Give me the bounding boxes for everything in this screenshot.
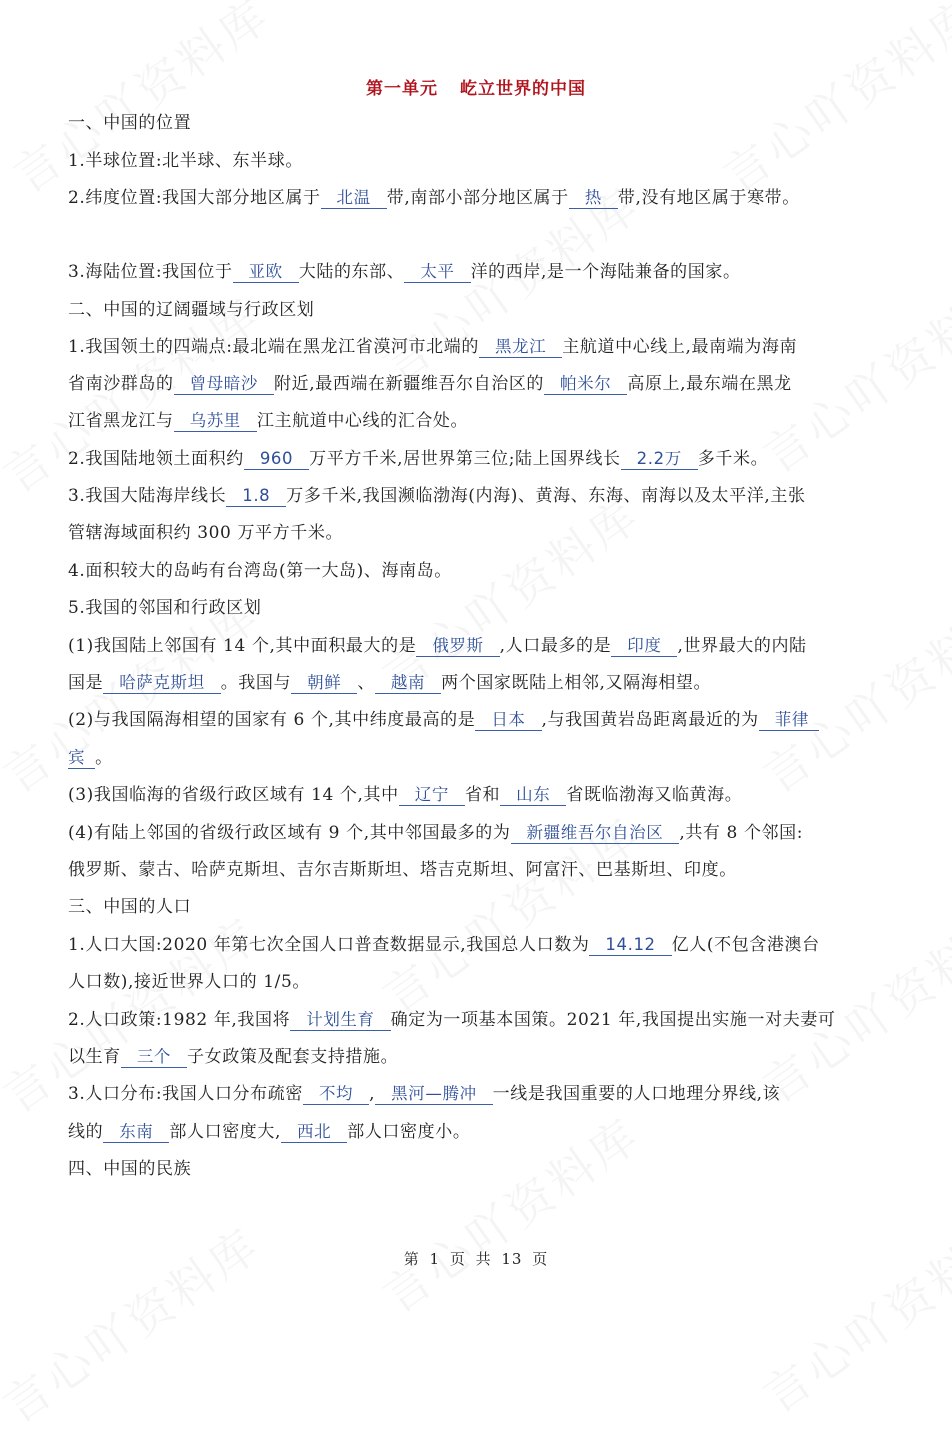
text-line: 1.半球位置:北半球、东半球。 [68, 151, 303, 171]
text: 主航道中心线上,最南端为海南 [562, 337, 798, 357]
answer-blank: 计划生育 [290, 1010, 390, 1031]
text-line [68, 485, 806, 507]
text: (2)与我国隔海相望的国家有 6 个,其中纬度最高的是 [68, 710, 476, 730]
answer-blank: 西北 [281, 1122, 347, 1143]
text-line [68, 934, 820, 956]
answer-blank: 热 [569, 188, 618, 209]
answer-blank: 亚欧 [233, 262, 299, 283]
answer-blank: 不均 [303, 1084, 369, 1105]
text: (1)我国陆上邻国有 14 个,其中面积最大的是 [68, 636, 417, 656]
watermark [748, 580, 952, 806]
text-line [68, 1009, 836, 1031]
answer-blank: 宾 [68, 748, 95, 769]
text: 3.海陆位置:我国位于 [68, 262, 233, 282]
text: 高原上,最东端在黑龙 [627, 374, 792, 394]
text: 1.我国领土的四端点:最北端在黑龙江省漠河市北端的 [68, 337, 479, 357]
text-line [68, 1083, 780, 1105]
text-line [68, 410, 468, 432]
answer-blank: 哈萨克斯坦 [103, 673, 221, 694]
text: ,与我国黄岩岛距离最近的为 [541, 710, 759, 730]
text-line [68, 448, 768, 470]
text: 2.人口政策:1982 年,我国将 [68, 1010, 291, 1030]
text: 亿人(不包含港澳台 [671, 935, 820, 955]
answer-blank: 帕米尔 [544, 374, 627, 395]
answer-blank: 黑龙江 [479, 337, 562, 358]
text-line [68, 784, 742, 806]
text: (4)有陆上邻国的省级行政区域有 9 个,其中邻国最多的为 [68, 823, 511, 843]
text: 3.人口分布:我国人口分布疏密 [68, 1084, 303, 1104]
text: 带,南部小部分地区属于 [386, 188, 569, 208]
text: 洋的西岸,是一个海陆兼备的国家。 [470, 262, 741, 282]
watermark [0, 1210, 272, 1436]
text-line [68, 747, 113, 769]
answer-blank: 印度 [611, 636, 677, 657]
text-line [68, 1121, 470, 1143]
answer-blank: 三个 [121, 1047, 187, 1068]
text: 两个国家既陆上相邻,又隔海相望。 [441, 673, 712, 693]
text: 2.我国陆地领土面积约 [68, 449, 244, 469]
answer-blank: 2.2万 [621, 449, 698, 470]
text: 3.我国大陆海岸线长 [68, 486, 227, 506]
text: 江主航道中心线的汇合处。 [256, 411, 469, 431]
text: 万多千米,我国濒临渤海(内海)、黄海、东海、南海以及太平洋,主张 [286, 486, 806, 506]
text: 省南沙群岛的 [68, 374, 174, 394]
answer-blank: 北温 [321, 188, 387, 209]
answer-blank: 黑河—腾冲 [375, 1084, 493, 1105]
watermark [748, 1200, 952, 1426]
answer-blank: 曾母暗沙 [174, 374, 274, 395]
text: 部人口密度大, [169, 1122, 282, 1142]
text: 确定为一项基本国策。2021 年,我国提出实施一对夫妻可 [390, 1010, 836, 1030]
answer-blank: 越南 [375, 673, 441, 694]
answer-blank: 山东 [500, 785, 566, 806]
text: 大陆的东部、 [298, 262, 405, 282]
subsection-heading: 5.我国的邻国和行政区划 [68, 598, 262, 618]
text-line: 俄罗斯、蒙古、哈萨克斯坦、吉尔吉斯斯坦、塔吉克斯坦、阿富汗、巴基斯坦、印度。 [68, 860, 737, 880]
text: 带,没有地区属于寒带。 [617, 188, 800, 208]
answer-blank: 朝鲜 [291, 673, 357, 694]
text: 附近,最西端在新疆维吾尔自治区的 [274, 374, 545, 394]
page-number: 第 1 页 共 13 页 [403, 1250, 549, 1268]
text: 省既临渤海又临黄海。 [566, 785, 743, 805]
section-heading: 三、中国的人口 [68, 897, 192, 917]
answer-blank: 日本 [475, 710, 541, 731]
unit-label: 第一单元 [366, 79, 438, 99]
text-line [68, 709, 819, 731]
text-line [68, 336, 797, 358]
text: , [369, 1084, 376, 1104]
text-line: 管辖海域面积约 300 万平方千米。 [68, 523, 344, 543]
watermark [708, 0, 952, 206]
section-heading: 一、中国的位置 [68, 113, 192, 133]
page-title [0, 74, 952, 99]
answer-blank: 1.8 [226, 486, 286, 507]
text: 多千米。 [697, 449, 769, 469]
section-heading: 四、中国的民族 [68, 1159, 192, 1179]
watermark [0, 0, 282, 206]
section-heading: 二、中国的辽阔疆域与行政区划 [68, 300, 315, 320]
answer-blank: 辽宁 [399, 785, 465, 806]
text: 一线是我国重要的人口地理分界线,该 [492, 1084, 781, 1104]
text: 1.人口大国:2020 年第七次全国人口普查数据显示,我国总人口数为 [68, 935, 590, 955]
text: 、 [357, 673, 375, 693]
answer-blank: 新疆维吾尔自治区 [511, 823, 680, 844]
answer-blank: 俄罗斯 [416, 636, 499, 657]
text-line [68, 187, 800, 209]
text: 。我国与 [220, 673, 292, 693]
answer-blank: 乌苏里 [174, 411, 257, 432]
text: 部人口密度小。 [347, 1122, 471, 1142]
text: ,人口最多的是 [499, 636, 612, 656]
text: 省和 [464, 785, 501, 805]
text: 。 [95, 748, 113, 768]
unit-name: 屹立世界的中国 [460, 79, 586, 99]
text: (3)我国临海的省级行政区域有 14 个,其中 [68, 785, 399, 805]
text-line [68, 1046, 398, 1068]
text: 子女政策及配套支持措施。 [187, 1047, 399, 1067]
text-line: 人口数),接近世界人口的 1/5。 [68, 972, 310, 992]
text: ,世界最大的内陆 [677, 636, 807, 656]
text-line [68, 261, 741, 283]
text: ,共有 8 个邻国: [679, 823, 804, 843]
text: 2.纬度位置:我国大部分地区属于 [68, 188, 321, 208]
answer-blank: 960 [244, 449, 309, 470]
answer-blank: 14.12 [589, 935, 671, 956]
text-line [68, 373, 792, 395]
text-line: 4.面积较大的岛屿有台湾岛(第一大岛)、海南岛。 [68, 561, 452, 581]
text: 以生育 [68, 1047, 121, 1067]
answer-blank: 东南 [103, 1122, 169, 1143]
text: 江省黑龙江与 [68, 411, 174, 431]
text-line [68, 822, 803, 844]
text-line [68, 635, 807, 657]
answer-blank: 太平 [404, 262, 470, 283]
text: 线的 [68, 1122, 104, 1142]
text: 万平方千米,居世界第三位;陆上国界线长 [309, 449, 621, 469]
text: 国是 [68, 673, 104, 693]
answer-blank: 菲律 [759, 710, 819, 731]
text-line [68, 672, 711, 694]
